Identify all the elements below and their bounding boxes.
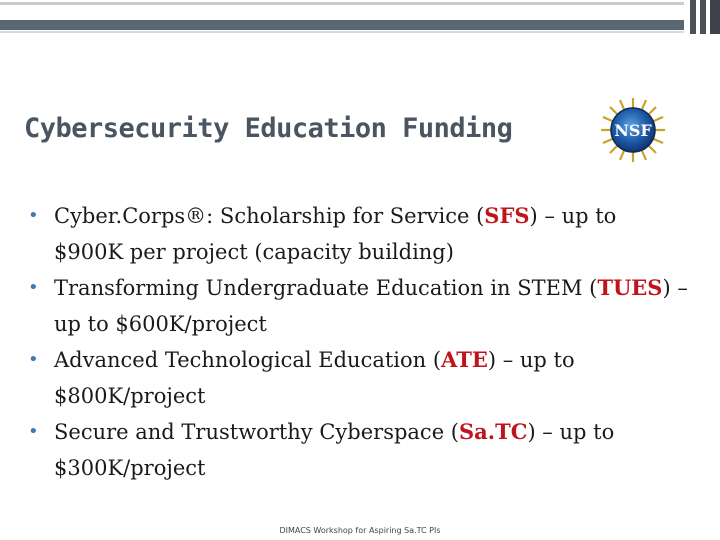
slide-footer: DIMACS Workshop for Aspiring Sa.TC PIs (279, 526, 441, 535)
corner-block (700, 0, 706, 34)
program-acronym: SFS (484, 203, 530, 228)
bullet-text: ) – up to $300K/project (54, 420, 615, 480)
bullet-text: Secure and Trustworthy Cyberspace ( (54, 420, 459, 444)
bullet-item (28, 414, 688, 486)
bullet-item (28, 270, 688, 342)
corner-block (690, 0, 696, 34)
bullet-marker: • (28, 205, 39, 226)
bullet-marker: • (28, 421, 39, 442)
corner-block (710, 0, 720, 34)
program-acronym: Sa.TC (459, 419, 528, 444)
bullet-item (28, 342, 688, 414)
bullet-item (28, 198, 688, 270)
bullet-text: Cyber.Corps®: Scholarship for Service ( (54, 204, 485, 228)
bullet-text: Advanced Technological Education ( (54, 348, 442, 372)
header-thin-line (0, 2, 684, 5)
header-main-bar (0, 20, 684, 30)
header-underline (0, 31, 684, 33)
bullet-text: ) – up to $600K/project (54, 276, 688, 336)
nsf-logo (600, 97, 666, 163)
bullet-marker: • (28, 349, 39, 370)
header-bar (0, 0, 720, 30)
bullet-text: ) – up to $900K per project (capacity building) (54, 204, 617, 264)
nsf-logo-text: NSF (614, 121, 652, 140)
bullet-text: Transforming Undergraduate Education in STEM ( (54, 276, 598, 300)
program-acronym: TUES (597, 275, 663, 300)
program-acronym: ATE (441, 347, 488, 372)
bullet-text: ) – up to $800K/project (54, 348, 575, 408)
bullet-list (28, 198, 688, 486)
bullet-marker: • (28, 277, 39, 298)
slide-title: Cybersecurity Education Funding (24, 113, 513, 144)
